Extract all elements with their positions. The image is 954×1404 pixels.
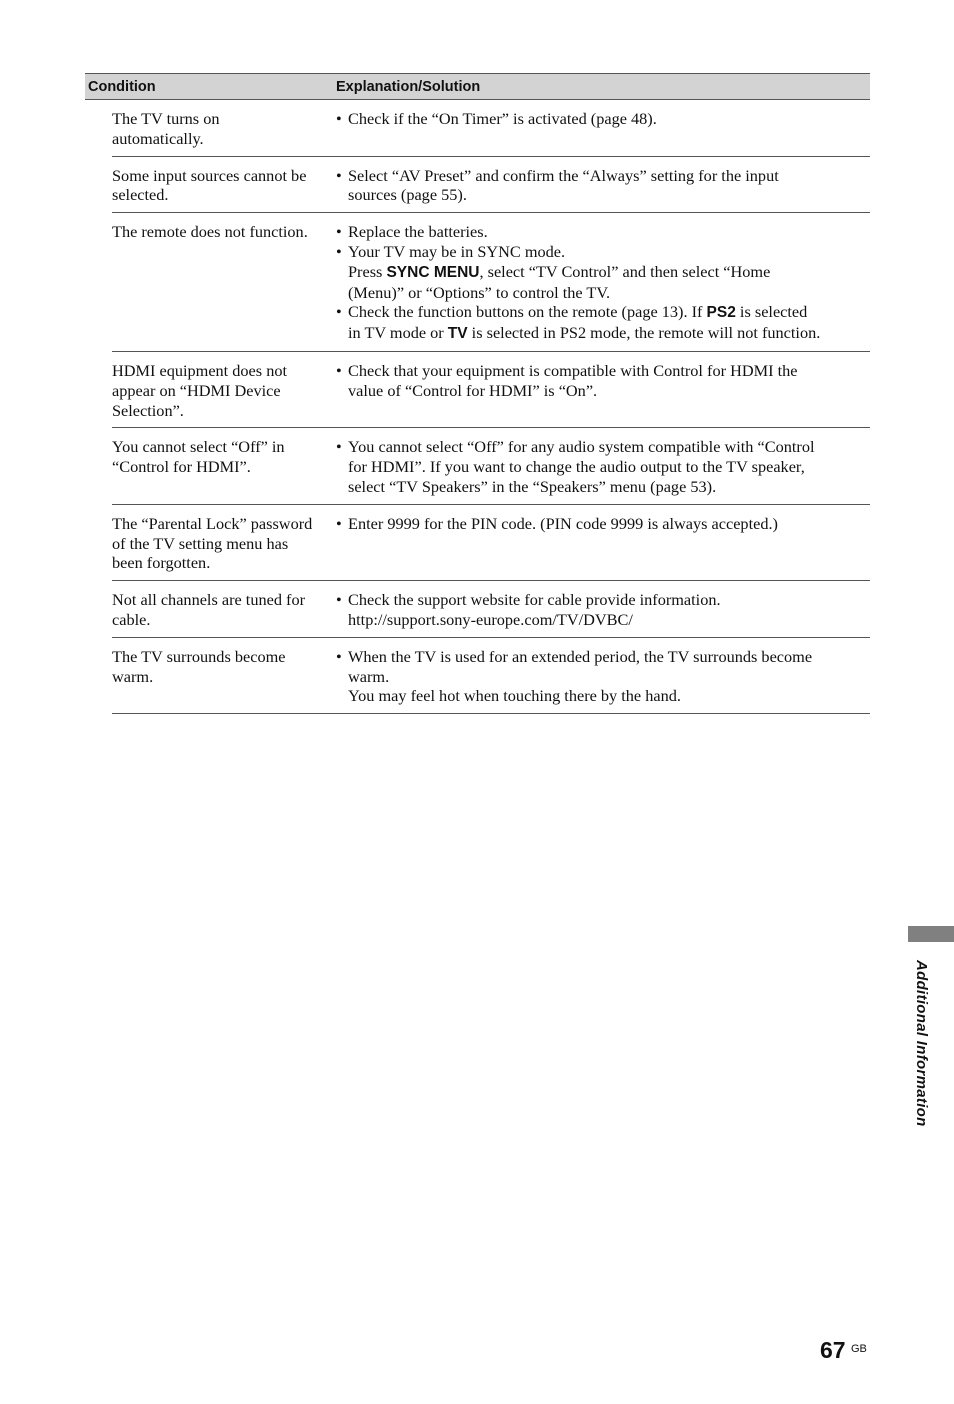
condition-line: automatically. [112, 128, 204, 148]
condition-cell [112, 361, 336, 420]
table-row [112, 100, 870, 157]
explanation-cell [336, 109, 870, 149]
bullet-text: in TV mode or [348, 323, 448, 343]
condition-line: The “Parental Lock” password [112, 513, 313, 533]
bullet-line [348, 262, 870, 283]
header-explanation: Explanation/Solution [336, 78, 481, 95]
bullet-line: When the TV is used for an extended period, the TV surrounds become [348, 646, 813, 666]
bullet-item [336, 109, 870, 129]
bullet-line: value of “Control for HDMI” is “On”. [348, 380, 598, 400]
condition-cell [112, 166, 336, 206]
explanation-cell [336, 166, 870, 206]
bullet-item [336, 590, 870, 630]
bullet-icon: • [336, 302, 342, 322]
bullet-item [336, 647, 870, 706]
table-header [85, 73, 870, 100]
bullet-icon: • [336, 109, 342, 128]
condition-cell [112, 109, 336, 149]
bullet-item [336, 222, 870, 242]
bullet-icon: • [336, 222, 342, 242]
bullet-icon: • [336, 165, 342, 185]
bullet-line: Check the support website for cable provide information. [348, 590, 721, 610]
bullet-line: warm. [348, 666, 390, 686]
bullet-text: Check the function buttons on the remote (page 13). If [348, 302, 707, 322]
bullet-line: Check that your equipment is compatible with Control for HDMI the [348, 360, 798, 380]
condition-line: The remote does not function. [112, 222, 308, 242]
condition-cell [112, 222, 336, 344]
bullet-line: sources (page 55). [348, 185, 467, 205]
bullet-line: Your TV may be in SYNC mode. [348, 241, 566, 261]
bullet-item [336, 437, 870, 496]
table-body [112, 100, 870, 714]
condition-line: selected. [112, 185, 169, 205]
bullet-item [336, 514, 870, 534]
page-number: 67 [820, 1337, 846, 1363]
bullet-icon: • [336, 590, 342, 610]
bullet-item [336, 302, 870, 344]
explanation-cell [336, 222, 870, 344]
bullet-item [336, 242, 870, 302]
table-row [112, 428, 870, 504]
explanation-cell [336, 361, 870, 420]
condition-line: “Control for HDMI”. [112, 457, 251, 477]
bullet-text: is selected [735, 302, 808, 322]
page-language-suffix: GB [851, 1343, 867, 1355]
bullet-text: Press [348, 261, 387, 281]
bullet-item [336, 361, 870, 401]
bullet-icon: • [336, 360, 342, 380]
bullet-line: Enter 9999 for the PIN code. (PIN code 9999 is always accepted.) [348, 513, 778, 533]
condition-line: You cannot select “Off” in [112, 437, 285, 457]
bullet-line: You may feel hot when touching there by the hand. [348, 686, 681, 706]
tv-key-label: TV [447, 325, 468, 343]
bullet-line: for HDMI”. If you want to change the audio output to the TV speaker, [348, 457, 805, 477]
condition-cell [112, 647, 336, 706]
bullet-line: Replace the batteries. [348, 222, 488, 242]
bullet-item [336, 166, 870, 206]
explanation-cell [336, 437, 870, 496]
condition-line: HDMI equipment does not [112, 360, 287, 380]
condition-line: Selection”. [112, 400, 184, 420]
bullet-icon: • [336, 437, 342, 457]
bullet-line: You cannot select “Off” for any audio system compatible with “Control [348, 437, 815, 457]
bullet-icon: • [336, 513, 342, 533]
sync-menu-key-label: SYNC MENU [386, 263, 480, 281]
bullet-line: Select “AV Preset” and confirm the “Always” setting for the input [348, 165, 779, 185]
condition-cell [112, 437, 336, 496]
bullet-line: Check if the “On Timer” is activated (page 48). [348, 109, 657, 128]
table-row [112, 638, 870, 714]
bullet-text: is selected in PS2 mode, the remote will not function. [467, 323, 821, 343]
explanation-cell [336, 514, 870, 573]
condition-cell [112, 590, 336, 630]
troubleshooting-table [85, 73, 870, 714]
bullet-line: select “TV Speakers” in the “Speakers” menu (page 53). [348, 476, 717, 496]
bullet-line [348, 302, 870, 323]
bullet-icon: • [336, 241, 342, 261]
bullet-line [348, 323, 870, 344]
table-row [112, 157, 870, 214]
condition-line: been forgotten. [112, 553, 211, 573]
table-row [112, 581, 870, 638]
condition-line: appear on “HDMI Device [112, 380, 281, 400]
header-condition: Condition [88, 78, 156, 95]
bullet-icon: • [336, 646, 342, 666]
condition-line: warm. [112, 666, 154, 686]
condition-line: Some input sources cannot be [112, 165, 307, 185]
support-url-text: http://support.sony-europe.com/TV/DVBC/ [348, 609, 633, 629]
explanation-cell [336, 647, 870, 706]
section-tab-marker [908, 926, 954, 942]
condition-line: Not all channels are tuned for [112, 590, 306, 610]
ps2-key-label: PS2 [706, 304, 736, 322]
condition-line: of the TV setting menu has [112, 533, 289, 553]
table-row [112, 505, 870, 581]
bullet-line: (Menu)” or “Options” to control the TV. [348, 282, 611, 302]
explanation-cell [336, 590, 870, 630]
bullet-text: , select “TV Control” and then select “Home [479, 261, 771, 281]
condition-line: cable. [112, 609, 151, 629]
condition-line: The TV turns on [112, 109, 220, 128]
condition-cell [112, 514, 336, 573]
condition-line: The TV surrounds become [112, 646, 286, 666]
table-row [112, 352, 870, 428]
table-row [112, 213, 870, 352]
section-label: Additional Information [913, 960, 930, 1127]
